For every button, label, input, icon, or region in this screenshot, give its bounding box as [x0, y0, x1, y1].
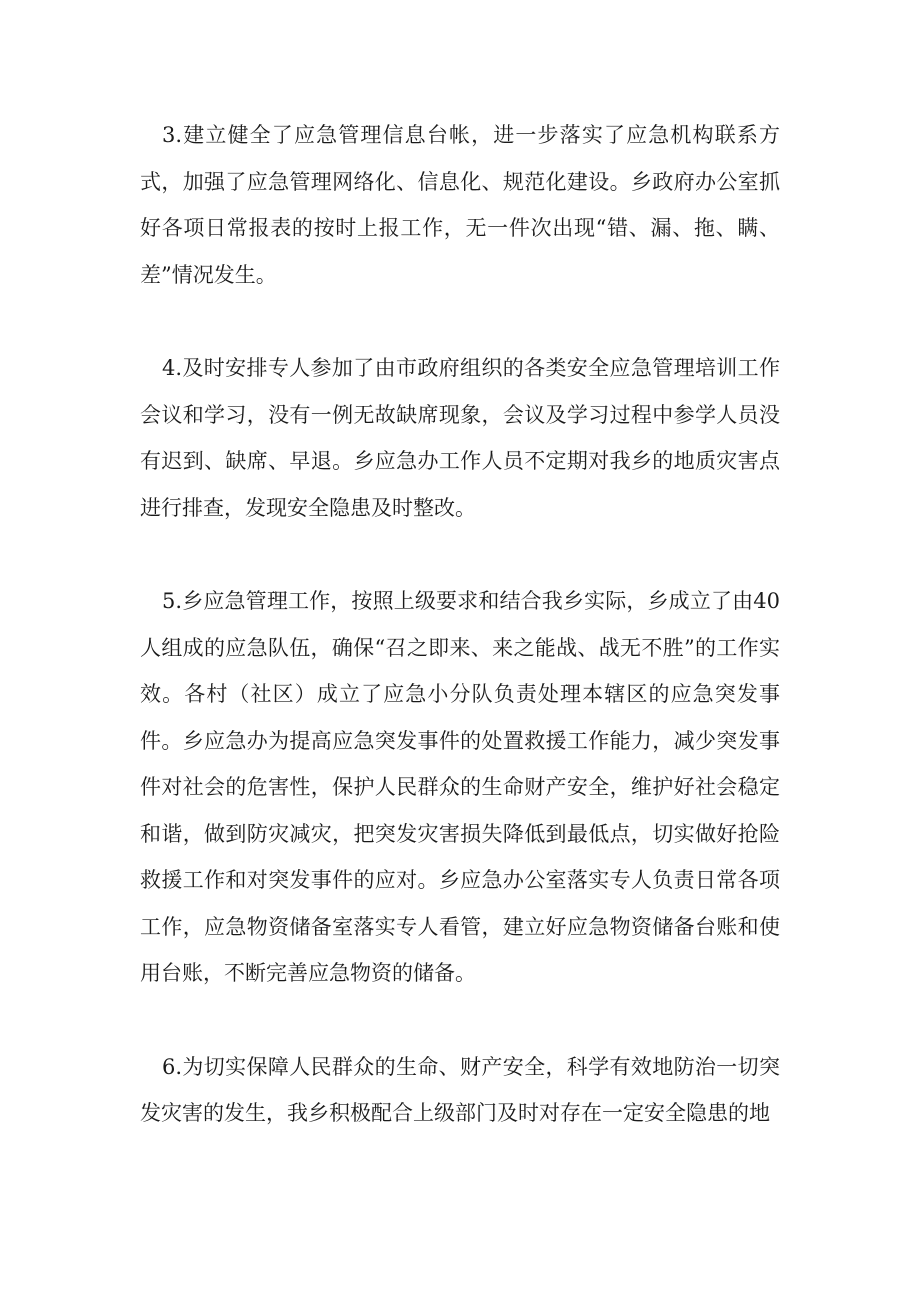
paragraph-3: 3.建立健全了应急管理信息台帐，进一步落实了应急机构联系方式，加强了应急管理网络化、信息化、规范化建设。乡政府办公室抓好各项日常报表的按时上报工作，无一件次出现“错、漏、拖、瞒、差”情况发生。: [140, 123, 780, 287]
paragraph-spacer: [140, 531, 780, 578]
paragraph-spacer: [140, 997, 780, 1044]
paragraph-6: 6.为切实保障人民群众的生命、财产安全，科学有效地防治一切突发灾害的发生，我乡积极配合上级部门及时对存在一定安全隐患的地: [140, 1054, 780, 1125]
paragraph-5: 5.乡应急管理工作，按照上级要求和结合我乡实际，乡成立了由40人组成的应急队伍，确保“召之即来、来之能战、战无不胜”的工作实效。各村（社区）成立了应急小分队负责处理本辖区的应急突发事件。乡应急办为提高应急突发事件的处置救援工作能力，减少突发事件对社会的危害性，保护人民群众的生命财产安全，维护好社会稳定和谐，做到防灾减灾，把突发灾害损失降低到最低点，切实做好抢险救援工作和对突发事件的应对。乡应急办公室落实专人负责日常各项工作，应急物资储备室落实专人看管，建立好应急物资储备台账和使用台账，不断完善应急物资的储备。: [140, 589, 780, 985]
paragraph-spacer: [140, 298, 780, 345]
document-body: [140, 112, 780, 1137]
paragraph-4: 4.及时安排专人参加了由市政府组织的各类安全应急管理培训工作会议和学习，没有一例无故缺席现象，会议及学习过程中参学人员没有迟到、缺席、早退。乡应急办工作人员不定期对我乡的地质灾害点进行排查，发现安全隐患及时整改。: [140, 356, 780, 520]
